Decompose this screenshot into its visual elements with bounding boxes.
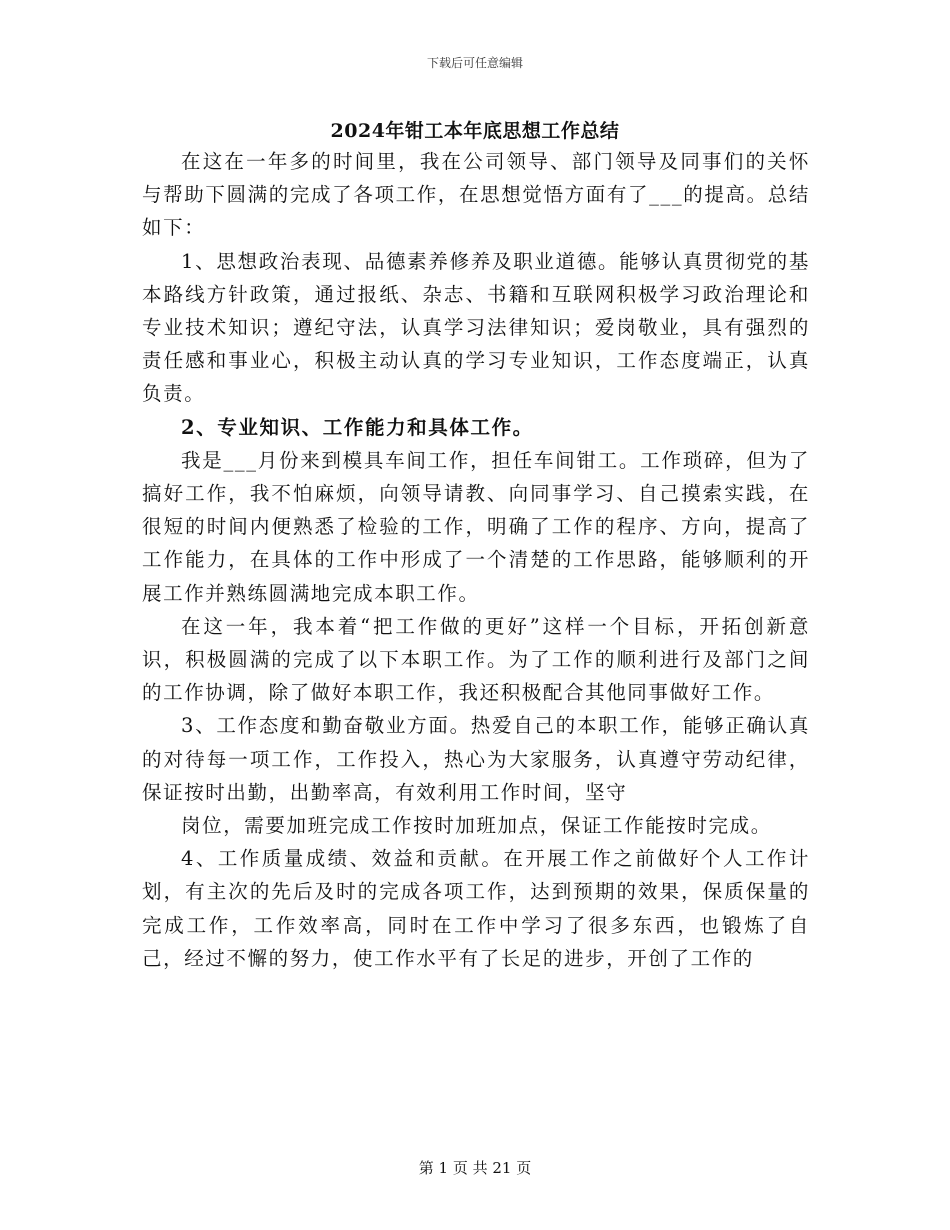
paragraph-section-3: 3、工作态度和勤奋敬业方面。热爱自己的本职工作，能够正确认真的对待每一项工作，工作投入，热心为大家服务，认真遵守劳动纪律，保证按时出勤，出勤率高，有效利用工作时间，坚守: [142, 714, 810, 804]
section-heading-2: 2、专业知识、工作能力和具体工作。: [181, 415, 534, 439]
document-title: 2024年钳工本年底思想工作总结: [330, 120, 620, 142]
document-body: [142, 145, 810, 975]
paragraph-section-2a: 我是___月份来到模具车间工作，担任车间钳工。工作琐碎，但为了搞好工作，我不怕麻烦，向领导请教、向同事学习、自己摸索实践，在很短的时间内便熟悉了检验的工作，明确了工作的程序、方向，提高了工作能力，在具体的工作中形成了一个清楚的工作思路，能够顺利的开展工作并熟练圆满地完成本职工作。: [142, 448, 810, 605]
paragraph-section-2b: 在这一年，我本着“把工作做的更好”这样一个目标，开拓创新意识，积极圆满的完成了以下本职工作。为了工作的顺利进行及部门之间的工作协调，除了做好本职工作，我还积极配合其他同事做好工作。: [142, 614, 810, 705]
paragraph-section-3-continued: 岗位，需要加班完成工作按时加班加点，保证工作能按时完成。: [181, 814, 772, 838]
paragraph-section-1: 1、思想政治表现、品德素养修养及职业道德。能够认真贯彻党的基本路线方针政策，通过报纸、杂志、书籍和互联网积极学习政治理论和专业技术知识；遵纪守法，认真学习法律知识；爱岗敬业，具有强烈的责任感和事业心，积极主动认真的学习专业知识，工作态度端正，认真负责。: [142, 249, 810, 406]
paragraph-intro: 在这在一年多的时间里，我在公司领导、部门领导及同事们的关怀与帮助下圆满的完成了各项工作，在思想觉悟方面有了___的提高。总结如下：: [142, 150, 810, 240]
page-number-footer: 第 1 页 共 21 页: [418, 1159, 532, 1177]
page-header-note: 下载后可任意编辑: [426, 56, 523, 70]
paragraph-section-4: 4、工作质量成绩、效益和贡献。在开展工作之前做好个人工作计划，有主次的先后及时的完成各项工作，达到预期的效果，保质保量的完成工作，工作效率高，同时在工作中学习了很多东西，也锻炼了自己，经过不懈的努力，使工作水平有了长足的进步，开创了工作的: [142, 847, 810, 970]
